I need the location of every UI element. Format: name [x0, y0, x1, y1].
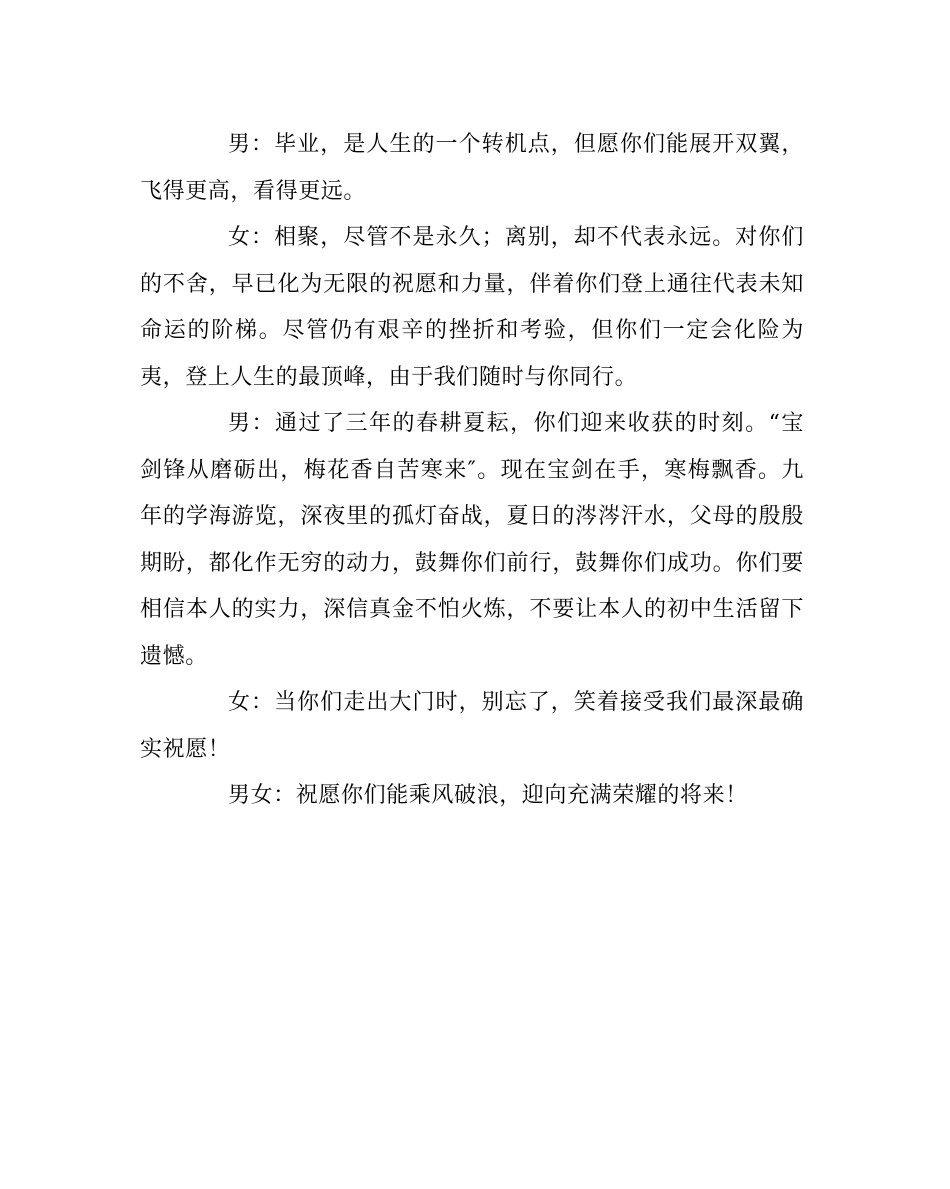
paragraph-female-2: 女：当你们走出大门时，别忘了，笑着接受我们最深最确实祝愿！: [140, 690, 804, 762]
paragraph-together: 男女：祝愿你们能乘风破浪，迎向充满荣耀的将来！: [228, 783, 748, 808]
paragraph-male-1: 男：毕业，是人生的一个转机点，但愿你们能展开双翼，飞得更高，看得更远。: [140, 132, 804, 204]
document-body: [140, 122, 804, 820]
paragraph-male-2: 男：通过了三年的春耕夏耘，你们迎来收获的时刻。“宝剑锋从磨砺出，梅花香自苦寒来″。现在宝剑在手，寒梅飘香。九年的学海游览，深夜里的孤灯奋战，夏日的涔涔汗水，父母的殷殷期盼，都化作无穷的动力，鼓舞你们前行，鼓舞你们成功。你们要相信本人的实力，深信真金不怕火炼，不要让本人的初中生活留下遗憾。: [140, 411, 804, 669]
paragraph-female-1: 女：相聚，尽管不是永久；离别，却不代表永远。对你们的不舍，早已化为无限的祝愿和力量，伴着你们登上通往代表未知命运的阶梯。尽管仍有艰辛的挫折和考验，但你们一定会化险为夷，登上人生的最顶峰，由于我们随时与你同行。: [140, 225, 804, 390]
